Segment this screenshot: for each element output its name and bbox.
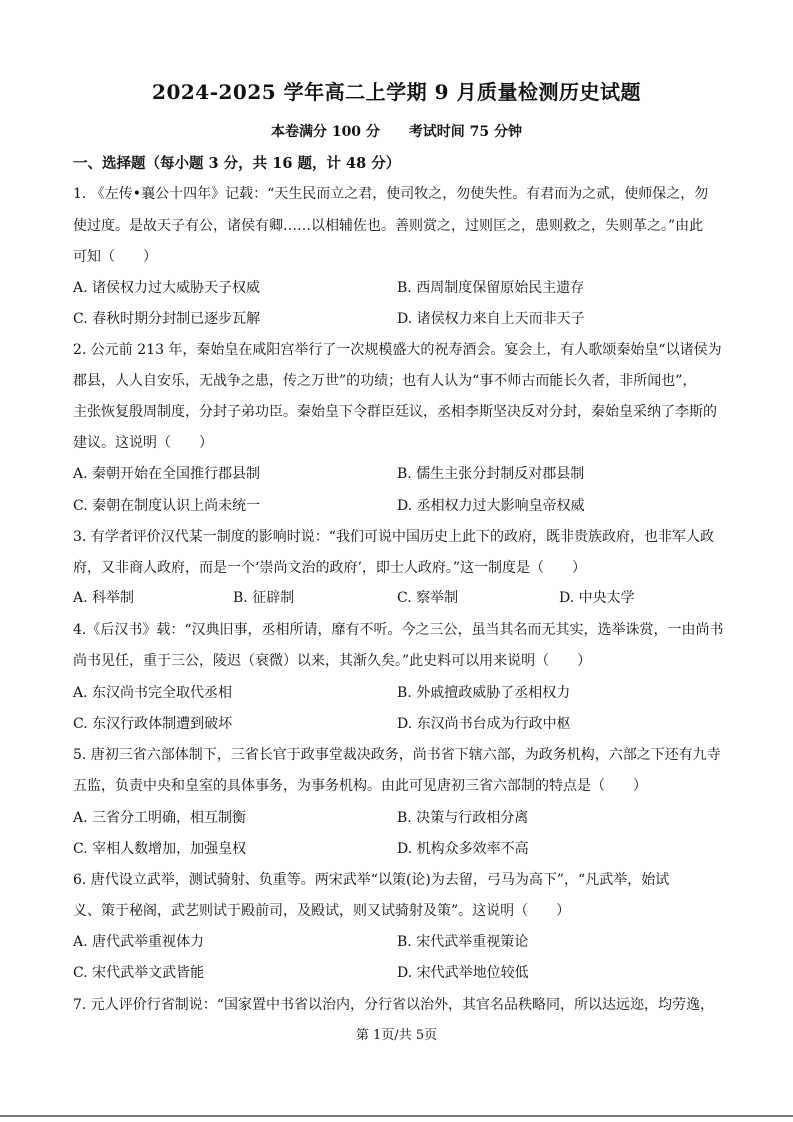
option-a[interactable]: A. 诸侯权力过大威胁天子权威 (73, 280, 261, 296)
option-d[interactable]: D. 中央太学 (559, 590, 635, 606)
question-line: 建议。这说明（ ） (73, 435, 213, 451)
option-d[interactable]: D. 东汉尚书台成为行政中枢 (397, 716, 571, 732)
option-d[interactable]: D. 宋代武举地位较低 (397, 965, 529, 981)
bottom-divider (0, 1115, 793, 1117)
option-c[interactable]: C. 宋代武举文武皆能 (73, 965, 205, 981)
option-c[interactable]: C. 秦朝在制度认识上尚未统一 (73, 498, 261, 514)
option-b[interactable]: B. 儒生主张分封制反对郡县制 (397, 466, 585, 482)
question-line: 可知（ ） (73, 249, 157, 265)
option-c[interactable]: C. 春秋时期分封制已逐步瓦解 (73, 311, 261, 327)
question-line: 2. 公元前 213 年，秦始皇在咸阳宫举行了一次规模盛大的祝寿酒会。宴会上，有人歌颂秦始皇“以诸侯为 (73, 342, 722, 358)
question-line: 6. 唐代设立武举，测试骑射、负重等。两宋武举“以策(论)为去留，弓马为高下”，“凡武举，始试 (73, 872, 670, 888)
question-line: 府，又非商人政府，而是一个‘崇尚文治的政府’，即士人政府。”这一制度是（ ） (73, 560, 587, 576)
question-line: 使过度。是故天子有公，诸侯有卿……以相辅佐也。善则赏之，过则匡之，患则救之，失则革之。”由此 (73, 218, 704, 234)
question-line: 7. 元人评价行省制说：“国家置中书省以治内，分行省以治外，其官名品秩略同，所以达远迩，均劳逸， (73, 997, 714, 1013)
section-heading: 一、选择题（每小题 3 分，共 16 题，计 48 分） (73, 155, 401, 172)
option-b[interactable]: B. 西周制度保留原始民主遗存 (397, 280, 585, 296)
question-line: 5. 唐初三省六部体制下，三省长官于政事堂裁决政务，尚书省下辖六部，为政务机构，六部之下还有九寺 (73, 747, 721, 763)
option-a[interactable]: A. 科举制 (73, 590, 135, 606)
option-d[interactable]: D. 诸侯权力来自上天而非天子 (397, 311, 585, 327)
option-b[interactable]: B. 决策与行政相分离 (397, 810, 529, 826)
option-c[interactable]: C. 察举制 (397, 590, 459, 606)
option-a[interactable]: A. 三省分工明确，相互制衡 (73, 810, 247, 826)
question-line: 主张恢复殷周制度，分封子弟功臣。秦始皇下令群臣廷议，丞相李斯坚决反对分封，秦始皇采纳了李斯的 (73, 404, 717, 420)
page-title: 2024-2025 学年高二上学期 9 月质量检测历史试题 (152, 80, 641, 104)
question-line: 义、策于秘阁，武艺则试于殿前司，及殿试，则又试骑射及策”。这说明（ ） (73, 903, 571, 919)
full-score-text: 本卷满分 100 分 (270, 124, 380, 140)
option-a[interactable]: A. 秦朝开始在全国推行郡县制 (73, 466, 261, 482)
question-line: 郡县，人人自安乐，无战争之患，传之万世”的功绩；也有人认为“事不师古而能长久者，非所闻也”， (73, 373, 697, 389)
page-number: 第 1页/共 5页 (355, 1028, 438, 1043)
exam-info (0, 121, 793, 141)
option-c[interactable]: C. 宰相人数增加，加强皇权 (73, 841, 247, 857)
option-d[interactable]: D. 机构众多效率不高 (397, 841, 529, 857)
question-line: 五监，负责中央和皇室的具体事务，为事务机构。由此可见唐初三省六部制的特点是（ ） (73, 778, 647, 794)
option-b[interactable]: B. 宋代武举重视策论 (397, 934, 529, 950)
option-d[interactable]: D. 丞相权力过大影响皇帝权威 (397, 498, 585, 514)
option-b[interactable]: B. 征辟制 (233, 590, 295, 606)
option-a[interactable]: A. 唐代武举重视体力 (73, 934, 205, 950)
option-b[interactable]: B. 外戚擅政威胁了丞相权力 (397, 685, 571, 701)
question-line: 4.《后汉书》载：“汉典旧事，丞相所请，靡有不听。今之三公，虽当其名而无其实，选举诛赏，一由尚书 (73, 622, 724, 638)
question-line: 尚书见任，重于三公，陵迟（衰微）以来，其渐久矣。”此史料可以用来说明（ ） (73, 653, 592, 669)
option-c[interactable]: C. 东汉行政体制遭到破坏 (73, 716, 233, 732)
option-a[interactable]: A. 东汉尚书完全取代丞相 (73, 685, 233, 701)
question-line: 1. 《左传•襄公十四年》记载：“天生民而立之君，使司牧之，勿使失性。有君而为之贰，使师保之，勿 (73, 186, 709, 202)
question-line: 3. 有学者评价汉代某一制度的影响时说：“我们可说中国历史上此下的政府，既非贵族政府，也非军人政 (73, 529, 714, 545)
exam-time-text: 考试时间 75 分钟 (408, 124, 523, 140)
